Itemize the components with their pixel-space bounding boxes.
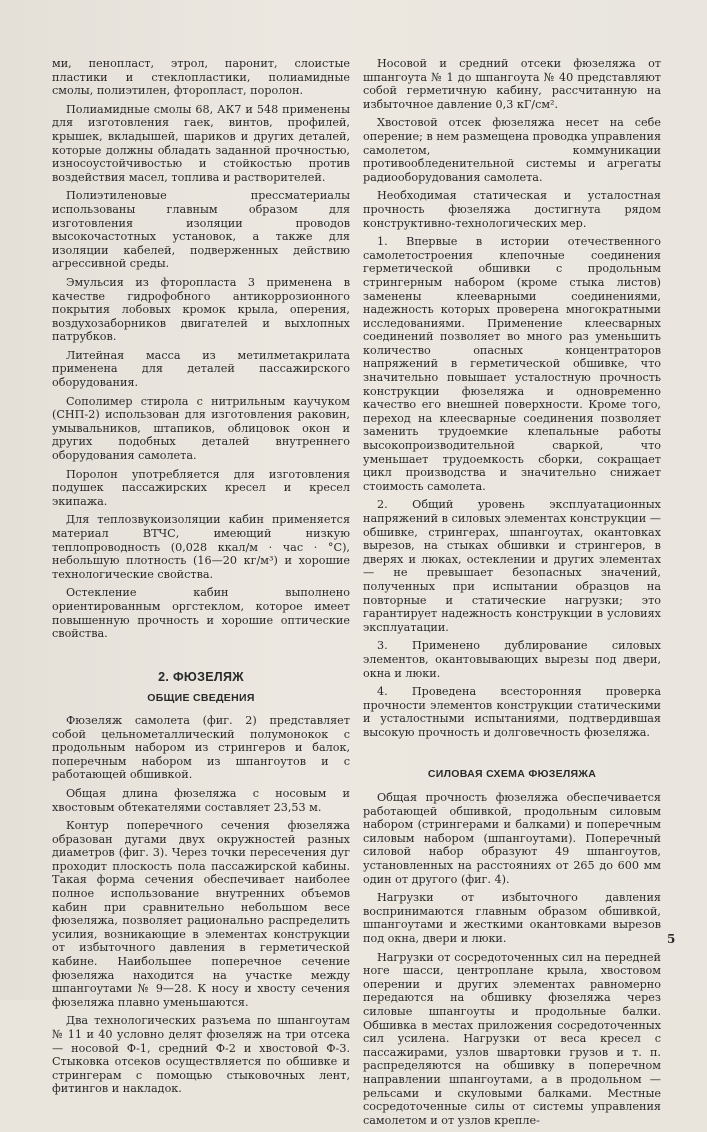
paragraph: Контур поперечного сечения фюзеляжа образован дугами двух окружностей разных диаметров (фиг. 3). Через точки пересечения дуг проходит плоскость пола пассажирской кабины. Такая форма сечения обеспечивает наиболее полное использование внутренних объемов кабин при сравнительно небольшом весе фюзеляжа, позволяет рационально распределить усилия, возникающие в элементах конструкции от избыточного давления в герметической кабине. Наибольшее поперечное сечение фюзеляжа находится на участке между шпангоутами № 9—28. К носу и хвосту сечения фюзеляжа плавно уменьшаются. [52,819,350,1009]
paragraph: Нагрузки от избыточного давления воспринимаются главным образом обшивкой, шпангоутами и жесткими окантовками вырезов под окна, двери и люки. [363,891,661,946]
right-column [363,57,661,1132]
paragraph: Эмульсия из фторопласта 3 применена в качестве гидрофобного антикоррозионного покрытия лобовых кромок крыла, оперения, воздухозаборников двигателей и выхлопных патрубков. [52,275,350,344]
paragraph: Носовой и средний отсеки фюзеляжа от шпангоута № 1 до шпангоута № 40 представляют собой герметичную кабину, рассчитанную на избыточное давление 0,3 кГ/см². [363,57,661,111]
paragraph: Хвостовой отсек фюзеляжа несет на себе оперение; в нем размещена проводка управления самолетом, коммуникации противообледенительной системы и агрегаты радиооборудования самолета. [363,116,661,184]
paragraph: 4. Проведена всесторонняя проверка прочности элементов конструкции статическими и усталостными испытаниями, подтвердившая высокую прочность и долговечность фюзеляжа. [363,685,661,739]
paragraph: Полиамидные смолы 68, АК7 и 548 применены для изготовления гаек, винтов, профилей, крышек, вкладышей, шариков и других деталей, которые должны обладать заданной прочностью, износоустойчивостью и стойкостью против воздействия масел, топлива и растворителей. [52,102,350,184]
section-title: 2. ФЮЗЕЛЯЖ [158,669,244,684]
paragraph: Поролон употребляется для изготовления подушек пассажирских кресел и кресел экипажа. [52,467,350,508]
paragraph: Литейная масса из метилметакрилата применена для деталей пассажирского оборудования. [52,348,350,390]
paragraph: Фюзеляж самолета (фиг. 2) представляет собой цельнометаллический полумонокок с продольным набором из стрингеров и балок, поперечным набором из шпангоутов и с работающей обшивкой. [52,713,350,782]
paragraph: Остекление кабин выполнено ориентированным оргстеклом, которое имеет повышенную прочность и хорошие оптические свойства. [52,586,350,641]
left-column [52,57,350,1101]
paragraph: 2. Общий уровень эксплуатационных напряжений в силовых элементах конструкции — обшивке, стрингерах, шпангоутах, окантовках вырезов, на стыках обшивки и стрингеров, в дверях и люках, остеклении и других элементах — не превышает безопасных значений, полученных при испытании образцов на повторные и статические нагрузки; это гарантирует надежность конструкции в условиях эксплуатации. [363,498,661,634]
paragraph: Нагрузки от сосредоточенных сил на передней ноге шасси, центроплане крыла, хвостовом оперении и других элементах равномерно передаются на обшивку фюзеляжа через силовые шпангоуты и продольные балки. Обшивка в местах приложения сосредоточенных сил усилена. Нагрузки от веса кресел с пассажирами, узлов швартовки грузов и т. п. распределяются на обшивку в поперечном направлении шпангоутами, а в продольном — рельсами и скуловыми балками. Местные сосредоточенные силы от системы управления самолетом и от узлов крепле- [363,950,661,1127]
paragraph: ми, пенопласт, этрол, паронит, слоистые пластики и стеклопластики, полиамидные смолы, полиэтилен, фторопласт, поролон. [52,57,350,98]
paragraph: Сополимер стирола с нитрильным каучуком (СНП-2) использован для изготовления раковин, умывальников, штапиков, облицовок окон и других подобных деталей внутреннего оборудования самолета. [52,394,350,463]
paragraph: Два технологических разъема по шпангоутам № 11 и 40 условно делят фюзеляж на три отсека — носовой Ф-1, средний Ф-2 и хвостовой Ф-3. Стыковка отсеков осуществляется по обшивке и стрингерам с помощью стыковочных лент, фитингов и накладок. [52,1014,350,1096]
paragraph: Общая прочность фюзеляжа обеспечивается работающей обшивкой, продольным силовым набором (стрингерами и балками) и поперечным силовым набором (шпангоутами). Поперечный силовой набор образуют 49 шпангоутов, установленных на расстояниях от 265 до 600 мм один от другого (фиг. 4). [363,791,661,886]
paragraph: 1. Впервые в истории отечественного самолетостроения клепочные соединения герметической обшивки с продольным стрингерным набором (кроме стыка листов) заменены клееварными соединениями, надежность которых проверена многократными исследованиями. Применение клеесварных соединений позволяет во много раз уменьшить количество опасных концентраторов напряжений в герметической обшивке, что значительно повышает усталостную прочность конструкции фюзеляжа и одновременно качество его внешней поверхности. Кроме того, переход на клеесварные соединения позволяет заменить трудоемкие клепальные работы высокопроизводительной сваркой, что уменьшает трудоемкость сборки, сокращает цикл производства и значительно снижает стоимость самолета. [363,235,661,493]
subsection-title: ОБЩИЕ СВЕДЕНИЯ [147,692,255,705]
subsection-title: СИЛОВАЯ СХЕМА ФЮЗЕЛЯЖА [427,767,597,780]
page-number: 5 [667,932,676,946]
paragraph: Для теплозвукоизоляции кабин применяется материал ВТЧС, имеющий низкую теплопроводность (0,028 ккал/м · час · °С), небольшую плотность (16—20 кг/м³) и хорошие технологические свойства. [52,513,350,581]
paragraph: Необходимая статическая и усталостная прочность фюзеляжа достигнута рядом конструктивно-технологических мер. [363,189,661,230]
paragraph: Общая длина фюзеляжа с носовым и хвостовым обтекателями составляет 23,53 м. [52,786,350,814]
paragraph: 3. Применено дублирование силовых элементов, окантовывающих вырезы под двери, окна и люки. [363,639,661,680]
paragraph: Полиэтиленовые прессматериалы использованы главным образом для изготовления изоляции проводов высокочастотных установок, а также для изоляции кабелей, подверженных действию агрессивной среды. [52,189,350,271]
